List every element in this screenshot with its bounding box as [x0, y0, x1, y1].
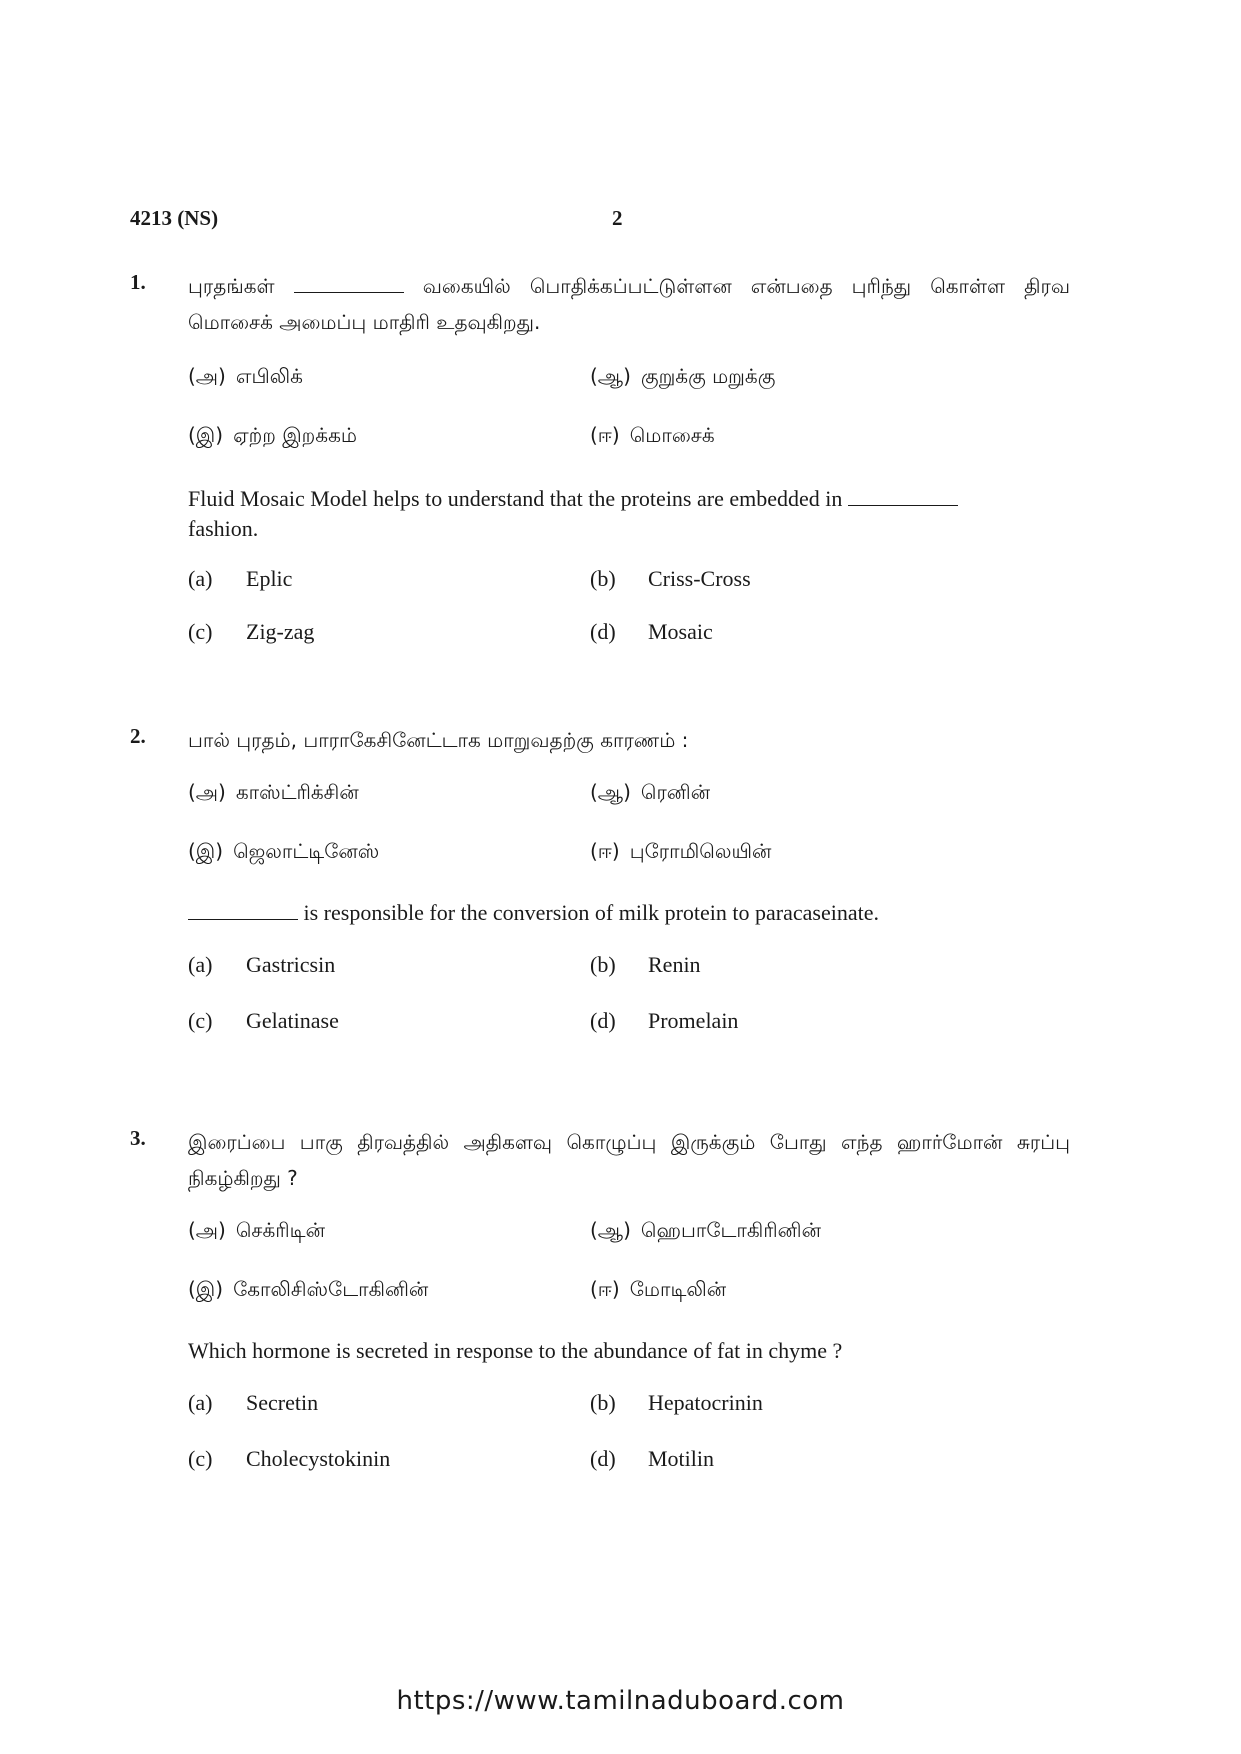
tamil-option-b: (ஆ) ஹெபாடோகிரினின் — [590, 1218, 821, 1242]
answer-blank — [848, 487, 958, 506]
answer-blank — [188, 901, 298, 920]
tamil-option-b: (ஆ) குறுக்கு மறுக்கு — [590, 364, 776, 388]
tamil-option-b: (ஆ) ரெனின் — [590, 780, 711, 804]
tamil-question: பால் புரதம், பாராகேசினேட்டாக மாறுவதற்கு காரணம் : — [188, 728, 689, 752]
english-question: is responsible for the conversion of milk protein to paracaseinate. — [188, 898, 1070, 928]
english-question-part2: fashion. — [188, 516, 259, 541]
tamil-question-part2: வகையில் பொதிக்கப்பட்டுள்ளன என்பதை புரிந்து கொள்ள திரவ மொசைக் அமைப்பு மாதிரி உதவுகிறது. — [188, 274, 1071, 334]
tamil-question-part1: புரதங்கள் — [188, 274, 275, 298]
english-option-c: (c) Gelatinase — [188, 1008, 339, 1033]
tamil-option-d: (ஈ) புரோமிலெயின் — [590, 839, 772, 863]
english-question — [188, 484, 1070, 544]
english-option-a: (a) Gastricsin — [188, 952, 336, 977]
english-option-a: (a) Secretin — [188, 1390, 319, 1415]
english-option-c: (c) Cholecystokinin — [188, 1446, 391, 1471]
english-option-d: (d) Motilin — [590, 1446, 715, 1471]
footer-url[interactable]: https://www.tamilnaduboard.com — [396, 1686, 845, 1716]
answer-blank — [294, 274, 404, 293]
english-question-part1: Fluid Mosaic Model helps to understand that the proteins are embedded in — [188, 486, 843, 511]
tamil-option-d: (ஈ) மோடிலின் — [590, 1277, 727, 1301]
english-option-d: (d) Promelain — [590, 1008, 739, 1033]
tamil-option-d: (ஈ) மொசைக் — [590, 423, 715, 447]
tamil-question — [188, 268, 1070, 340]
question-number: 3. — [130, 1126, 146, 1150]
tamil-option-a: (அ) எபிலிக் — [188, 364, 303, 388]
tamil-option-c: (இ) ஏற்ற இறக்கம் — [188, 423, 357, 447]
english-option-c: (c) Zig-zag — [188, 619, 315, 644]
english-option-a: (a) Eplic — [188, 566, 293, 591]
question-number: 2. — [130, 724, 146, 748]
english-option-d: (d) Mosaic — [590, 619, 713, 644]
page-number: 2 — [612, 206, 623, 230]
english-question: Which hormone is secreted in response to the abundance of fat in chyme ? — [188, 1338, 843, 1363]
tamil-option-c: (இ) ஜெலாட்டினேஸ் — [188, 839, 380, 863]
english-option-b: (b) Criss-Cross — [590, 566, 751, 591]
paper-code: 4213 (NS) — [130, 206, 219, 230]
tamil-option-c: (இ) கோலிசிஸ்டோகினின் — [188, 1277, 429, 1301]
tamil-question: இரைப்பை பாகு திரவத்தில் அதிகளவு கொழுப்பு இருக்கும் போது எந்த ஹார்மோன் சுரப்பு நிகழ்கிறது ? — [188, 1130, 1070, 1190]
tamil-option-a: (அ) காஸ்ட்ரிக்சின் — [188, 780, 359, 804]
english-option-b: (b) Hepatocrinin — [590, 1390, 763, 1415]
tamil-option-a: (அ) செக்ரிடின் — [188, 1218, 325, 1242]
english-option-b: (b) Renin — [590, 952, 701, 977]
question-number: 1. — [130, 270, 146, 294]
